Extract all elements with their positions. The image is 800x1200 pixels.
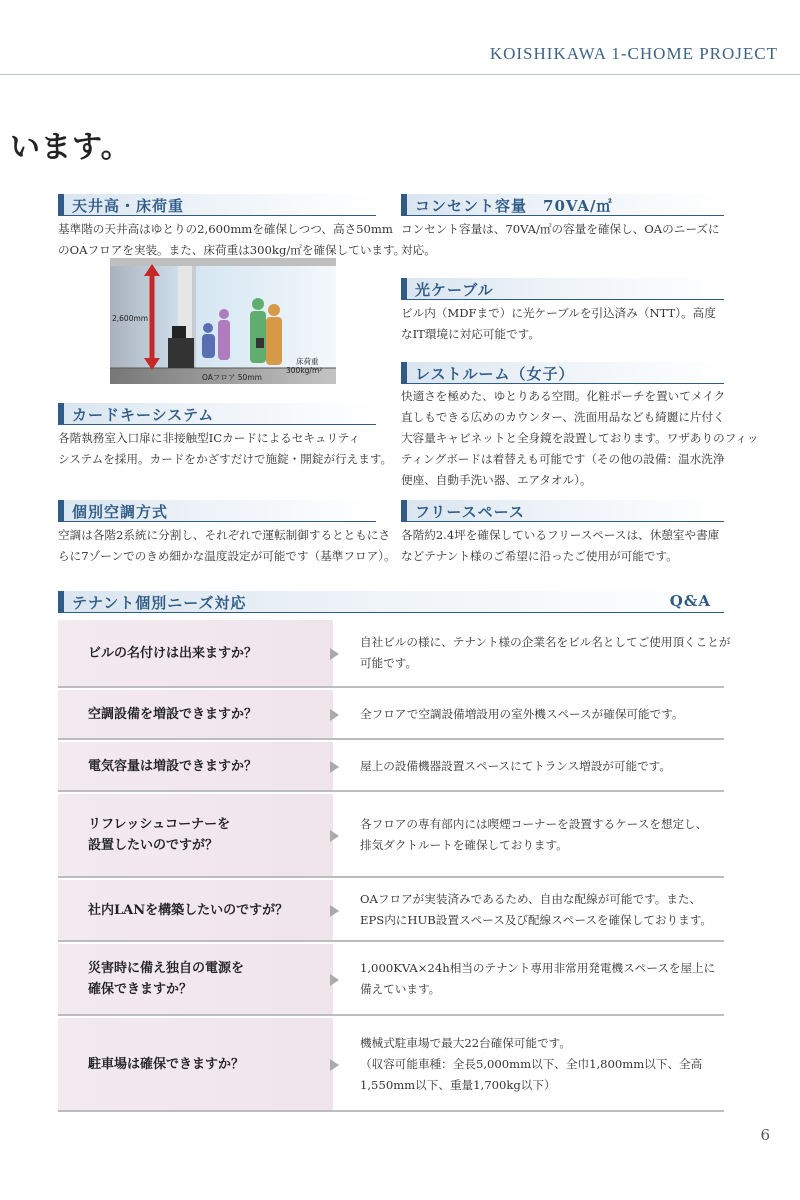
body-line: 各階執務室入口扉に非接触型ICカードによるセキュリティ xyxy=(58,431,361,445)
qa-question-line: 社内LANを構築したいのですが？ xyxy=(88,902,289,918)
qa-question xyxy=(58,742,333,790)
qa-row xyxy=(58,742,724,792)
body-line: システムを採用。カードをかざすだけで施錠・開錠が行えます。 xyxy=(58,452,393,466)
qa-question-line: 災害時に備え独自の電源を xyxy=(88,961,245,976)
body-line: 対応。 xyxy=(401,243,436,257)
feature-body-ceiling xyxy=(58,219,405,261)
intro-text-fragment: います。 xyxy=(10,130,132,165)
qa-question-line: リフレッシュコーナーを xyxy=(88,817,231,832)
qa-answer-line: 機械式駐車場で最大22台確保可能です。 xyxy=(360,1035,571,1050)
qa-row xyxy=(58,944,724,1016)
arrow-right-icon xyxy=(330,709,339,721)
feature-title-hvac-text: 個別空調方式 xyxy=(72,503,169,521)
feature-title-restroom-text: レストルーム（女子） xyxy=(415,365,575,383)
feature-body-card-key xyxy=(58,428,392,470)
body-line: 快適さを極めた、ゆとりある空間。化粧ポーチを置いてメイク xyxy=(401,389,726,403)
qa-answer xyxy=(360,880,724,940)
qa-answer-line: 1,550mm以下、重量1,700kg以下） xyxy=(360,1077,556,1092)
body-line: などテナント様のご希望に沿ったご使用が可能です。 xyxy=(401,549,678,563)
body-line: なIT環境に対応可能です。 xyxy=(401,327,540,341)
qa-question-line: 駐車場は確保できますか？ xyxy=(88,1056,245,1072)
body-line: 各階約2.4坪を確保しているフリースペースは、休憩室や書庫 xyxy=(401,528,720,542)
feature-title-outlet xyxy=(401,194,724,216)
worker-body xyxy=(202,334,215,358)
qa-row xyxy=(58,620,731,688)
feature-title-hvac xyxy=(58,500,376,522)
floor-load-label-1: 床荷重 xyxy=(296,357,319,366)
qa-answer-line: 自社ビルの様に、テナント様の企業名をビル名としてご使用頂くことが xyxy=(360,635,731,649)
qa-row xyxy=(58,690,724,740)
feature-title-card-key xyxy=(58,403,376,425)
page-header xyxy=(0,0,800,75)
ceiling-slab xyxy=(110,258,336,266)
qa-answer xyxy=(360,794,724,876)
body-line: 基準階の天井高はゆとりの2,600mmを確保しつつ、高さ50mm xyxy=(58,222,393,236)
qa-question xyxy=(58,620,333,686)
feature-title-outlet-text: コンセント容量 70VA/㎡ xyxy=(415,197,613,215)
bag xyxy=(256,338,264,348)
qa-answer-line: 排気ダクトルートを確保しております。 xyxy=(360,838,568,852)
qa-answer xyxy=(360,620,731,686)
qa-row xyxy=(58,794,724,878)
arrow-right-icon xyxy=(330,905,339,917)
qa-question-line: 確保できますか？ xyxy=(88,982,193,997)
qa-row xyxy=(58,1018,724,1112)
qa-answer-line: （収容可能車種：全長5,000mm以下、全巾1,800mm以下、全高 xyxy=(360,1056,703,1071)
floor-load-label-2: 300kg/m² xyxy=(286,366,323,375)
feature-title-card-key-text: カードキーシステム xyxy=(72,406,215,424)
woman-body xyxy=(218,320,230,360)
body-line: 空調は各階2系統に分割し、それぞれで運転制御するとともにさ xyxy=(58,528,391,542)
qa-answer-line: EPS内にHUB設置スペース及び配線スペースを確保しております。 xyxy=(360,913,712,927)
qa-question-line: ビルの名付けは出来ますか？ xyxy=(88,645,258,661)
page-number: 6 xyxy=(760,1126,770,1144)
oa-floor-label: OAフロア 50mm xyxy=(202,373,262,382)
monitor xyxy=(172,326,186,338)
feature-body-fiber xyxy=(401,303,716,345)
feature-body-hvac xyxy=(58,525,396,567)
feature-title-ceiling-text: 天井高・床荷重 xyxy=(72,197,185,215)
body-line: 直しもできる広めのカウンター、洗面用品なども綺麗に片付く xyxy=(401,410,725,424)
qa-answer-line: 可能です。 xyxy=(360,656,418,670)
feature-title-free-space-text: フリースペース xyxy=(415,503,525,521)
qa-section-title xyxy=(58,591,724,613)
desk xyxy=(168,338,194,368)
feature-title-restroom xyxy=(401,362,724,384)
qa-question-line: 電気容量は増設できますか？ xyxy=(88,758,258,774)
qa-answer-line: 1,000KVA×24h相当のテナント専用非常用発電機スペースを屋上に xyxy=(360,961,716,975)
feature-body-restroom xyxy=(401,386,759,491)
body-line: ビル内（MDFまで）に光ケーブルを引込済み（NTT）。高度 xyxy=(401,306,716,320)
arrow-right-icon xyxy=(330,974,339,986)
qa-question xyxy=(58,880,333,940)
qa-question xyxy=(58,690,333,738)
qa-answer-line: 備えています。 xyxy=(360,982,441,996)
man-green-head xyxy=(252,298,264,310)
qa-question-line: 空調設備を増設できますか？ xyxy=(88,706,258,722)
qa-answer xyxy=(360,742,724,790)
feature-title-fiber-text: 光ケーブル xyxy=(415,281,494,299)
qa-row xyxy=(58,880,724,942)
qa-question xyxy=(58,1018,333,1110)
arrow-right-icon xyxy=(330,830,339,842)
feature-title-fiber xyxy=(401,278,724,300)
qa-tag: Q&A xyxy=(669,592,711,610)
project-title: KOISHIKAWA 1-CHOME PROJECT xyxy=(489,44,778,63)
qa-section-title-text: テナント個別ニーズ対応 xyxy=(72,594,247,612)
qa-answer xyxy=(360,1018,724,1110)
body-line: ティングボードは着替えも可能です（その他の設備：温水洗浄 xyxy=(401,452,725,466)
body-line: らに7ゾーンでのきめ細かな温度設定が可能です（基準フロア）。 xyxy=(58,549,396,563)
ceiling-height-label: 2,600mm xyxy=(112,314,149,323)
arrow-right-icon xyxy=(330,1059,339,1071)
body-line: 大容量キャビネットと全身鏡を設置しております。ワザありのフィッ xyxy=(401,431,759,445)
qa-answer xyxy=(360,944,724,1014)
man-orange-head xyxy=(268,304,280,316)
qa-answer-line: 屋上の設備機器設置スペースにてトランス増設が可能です。 xyxy=(360,758,671,773)
qa-question-line: 設置したいのですが？ xyxy=(88,838,219,853)
feature-title-free-space xyxy=(401,500,724,522)
qa-answer-line: 各フロアの専有部内には喫煙コーナーを設置するケースを想定し、 xyxy=(360,817,708,831)
feature-title-ceiling xyxy=(58,194,376,216)
man-orange-body xyxy=(266,317,282,365)
man-green-body xyxy=(250,311,266,363)
ceiling-height-diagram xyxy=(110,258,336,384)
feature-body-outlet xyxy=(401,219,720,261)
worker-head xyxy=(203,323,213,333)
qa-question xyxy=(58,944,333,1014)
qa-answer-line: 全フロアで空調設備増設用の室外機スペースが確保可能です。 xyxy=(360,706,684,721)
qa-answer-line: OAフロアが実装済みであるため、自由な配線が可能です。また、 xyxy=(360,892,702,906)
body-line: のOAフロアを実装。また、床荷重は300kg/㎡を確保しています。 xyxy=(58,243,406,257)
body-line: コンセント容量は、70VA/㎡の容量を確保し、OAのニーズに xyxy=(401,222,720,236)
arrow-right-icon xyxy=(330,648,339,660)
feature-body-free-space xyxy=(401,525,719,567)
arrow-right-icon xyxy=(330,761,339,773)
body-line: 便座、自動手洗い器、エアタオル）。 xyxy=(401,473,592,487)
woman-head xyxy=(219,309,229,319)
qa-answer xyxy=(360,690,724,738)
qa-question xyxy=(58,794,333,876)
